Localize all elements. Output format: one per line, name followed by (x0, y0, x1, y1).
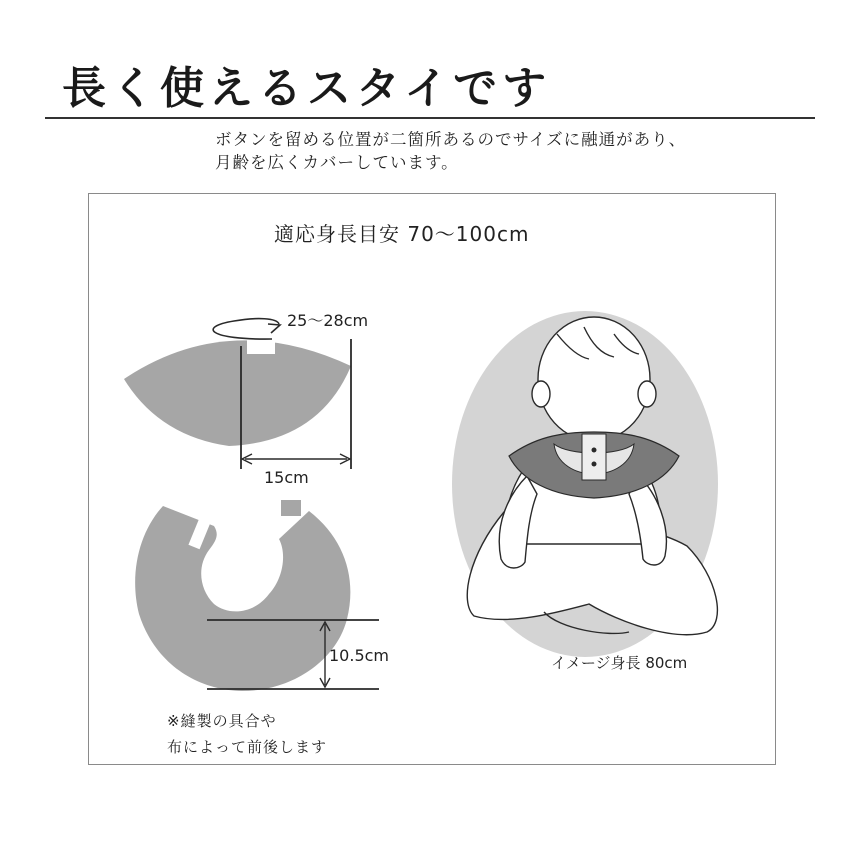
baby-bib-placket (582, 434, 606, 480)
sewing-note (167, 708, 327, 760)
baby-bib-button-1 (592, 448, 597, 453)
page-title: 長く使えるスタイです (62, 63, 552, 114)
size-diagram-panel (88, 193, 776, 765)
description (215, 128, 686, 174)
bib-top-view (135, 506, 350, 691)
circumference-label: 25〜28cm (287, 311, 369, 330)
height-label: 10.5cm (329, 646, 390, 665)
size-range-title: 適応身長目安 70〜100cm (274, 222, 530, 246)
image-height-caption: イメージ身長 80cm (551, 654, 688, 672)
title-underline (45, 117, 815, 119)
bib-side-view (124, 340, 351, 446)
size-diagram-graphics (89, 194, 775, 764)
bib-top-tab (281, 500, 301, 516)
bib-button-notch (247, 332, 275, 354)
baby-bib-button-2 (592, 462, 597, 467)
description-line-1: ボタンを留める位置が二箇所あるのでサイズに融通があり、 (215, 130, 687, 149)
sewing-note-line-2: 布によって前後します (167, 738, 328, 756)
description-line-2: 月齢を広くカバーしています。 (215, 153, 459, 172)
length-label: 15cm (264, 468, 309, 487)
sewing-note-line-1: ※縫製の具合や (167, 712, 277, 730)
